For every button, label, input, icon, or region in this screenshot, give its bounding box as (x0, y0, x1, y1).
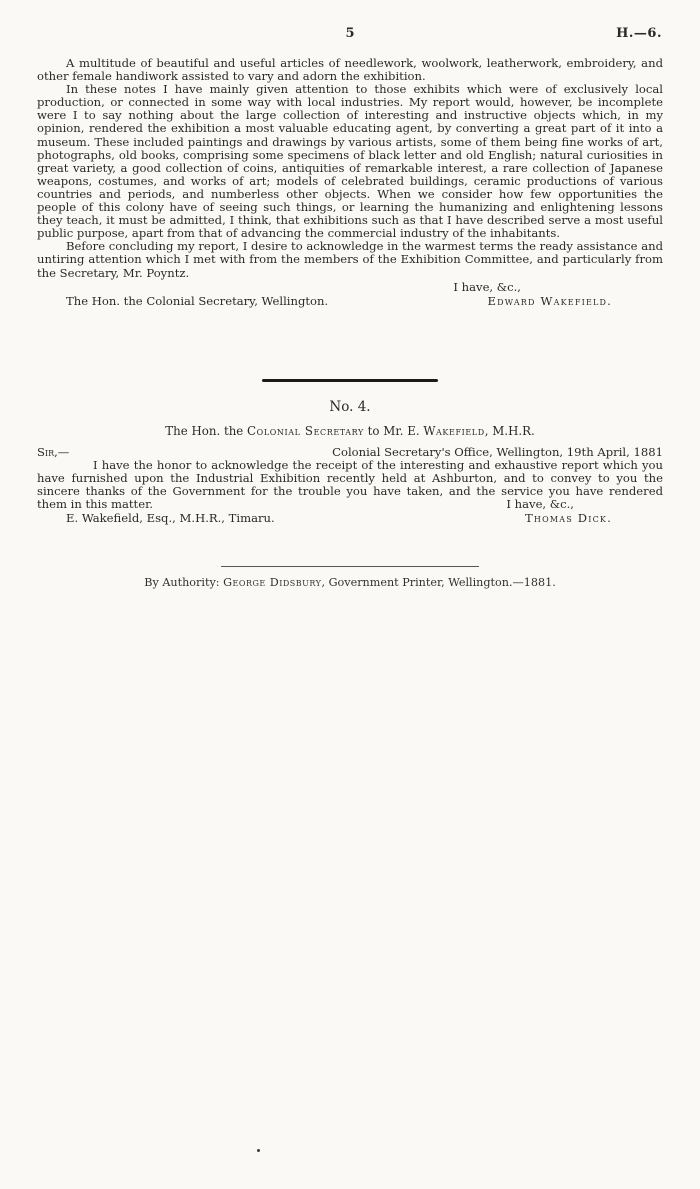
running-head (37, 26, 663, 43)
report-signature: Edward Wakefield. (487, 293, 612, 308)
letter-heading-office: Colonial Secretary (247, 423, 364, 438)
report-valediction: I have, &c., (453, 279, 521, 294)
report-signature-row (37, 295, 663, 308)
letter-signature-row (37, 512, 663, 525)
letter-heading (37, 424, 663, 438)
letter-signature: Thomas Dick. (524, 511, 612, 526)
letter-number-heading: No. 4. (329, 398, 371, 415)
letter-heading-post: , M.H.R. (484, 423, 535, 438)
section-divider-rule (262, 379, 438, 382)
letter-heading-recipient: Wakefield (423, 423, 485, 438)
letter-heading-pre: The Hon. the (165, 423, 248, 438)
paragraph-exhibits-notes: In these notes I have mainly given attention to those exhibits which were of exclusively local production, or connected in some way with local industries. My report would, however, be incomplete were I to say nothing about the large collection of interesting and instructive objects which, in my opinion, rendered the exhibition a most valuable educating agent, by converting a great part of it into a museum. These included paintings and drawings by various artists, some of them being fine works of art, photographs, old books, comprising some specimens of black letter and old English; natural curiosities in great variety, a good collection of coins, antiquities of remarkable interest, a rare collection of Japanese weapons, costumes, and works of art; models of celebrated buildings, ceramic productions of various countries and periods, and numberless other objects. When we consider how few opportunities the people of this colony have of seeing such things, or learning the humanizing and enlightening lessons they teach, it must be admitted, I think, that exhibitions such as that I have described serve a most useful public purpose, apart from that of advancing the commercial industry of the inhabitants. (37, 82, 663, 241)
salutation-row (37, 446, 663, 459)
paragraph-acknowledgement: Before concluding my report, I desire to acknowledge in the warmest terms the ready assistance and untiring attention which I met with from the members of the Exhibition Committee, and particularly from the Secretary, Mr. Poyntz. (37, 239, 663, 280)
imprint-printer-name: George Didsbury (223, 576, 322, 590)
doc-code: H.—6. (616, 26, 662, 41)
imprint-rule (221, 566, 479, 567)
dateline: Colonial Secretary's Office, Wellington, 19th April, 1881 (332, 444, 663, 459)
paragraph-needlework: A multitude of beautiful and useful articles of needlework, woolwork, leatherwork, embroidery, and other female handiwork assisted to vary and adorn the exhibition. (37, 56, 663, 84)
report-addressee: The Hon. the Colonial Secretary, Wellington. (66, 293, 329, 308)
imprint-post: , Government Printer, Wellington.—1881. (321, 576, 556, 590)
stray-ink-dot (257, 1149, 260, 1152)
letter-body: I have the honor to acknowledge the receipt of the interesting and exhaustive report which you have furnished upon the Industrial Exhibition recently held at Ashburton, and to convey to you the sincere thanks of the Government for the trouble you have taken, and the service you have rendered them in this matter. (37, 457, 663, 512)
salutation: Sir,— (37, 444, 70, 459)
imprint-pre: By Authority: (144, 576, 224, 590)
letter-heading-mid: to Mr. E. (363, 423, 424, 438)
letter-valediction: I have, &c., (506, 497, 574, 512)
page-number: 5 (345, 26, 355, 41)
letter-addressee: E. Wakefield, Esq., M.H.R., Timaru. (66, 511, 275, 526)
imprint-line (37, 576, 663, 589)
